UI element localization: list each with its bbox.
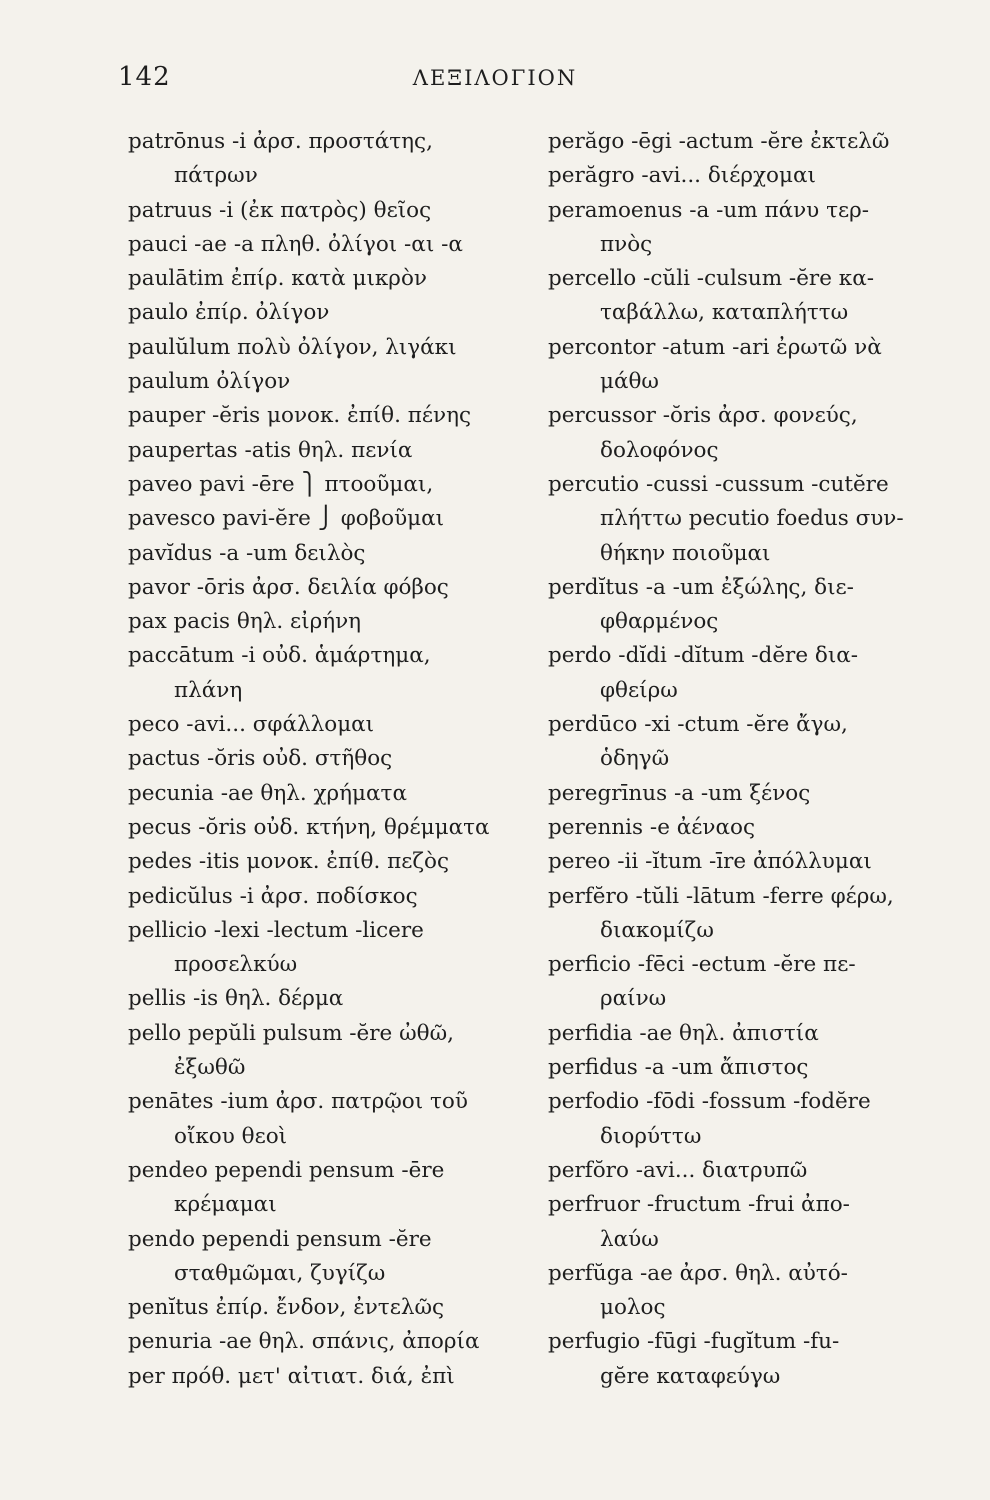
dictionary-entry: pellicio -lexi -lectum -licere	[128, 917, 424, 943]
dictionary-entry: perfŭga -ae ἀρσ. θηλ. αὐτό-	[548, 1260, 848, 1286]
dictionary-entry: percello -cŭli -culsum -ĕre κα-	[548, 266, 874, 292]
entry-continuation: προσελκύω	[174, 952, 298, 978]
entry-continuation: ἐξωθῶ	[174, 1055, 246, 1081]
dictionary-entry: patrōnus -i ἀρσ. προστάτης,	[128, 129, 433, 154]
entry-continuation: πνὸς	[600, 231, 653, 257]
dictionary-entry: pereo -ii -ĭtum -īre ἀπόλλυμαι	[548, 849, 872, 875]
dictionary-entry: pax pacis θηλ. εἰρήνη	[128, 609, 362, 635]
dictionary-entry: paupertas -atis θηλ. πενία	[128, 437, 413, 463]
dictionary-entry: perfruor -fructum -frui ἀπο-	[548, 1192, 850, 1218]
dictionary-entry: pactus -ŏris οὐδ. στῆθος	[128, 746, 393, 772]
dictionary-entry: per πρόθ. μετ' αἰτιατ. διά, ἐπὶ	[128, 1363, 455, 1389]
page-number: 142	[118, 62, 171, 92]
running-head: ΛΕΞΙΛΟΓΙΟΝ	[412, 66, 578, 90]
entry-continuation: ὁδηγῶ	[600, 746, 670, 772]
dictionary-entry: peco -avi... σφάλλομαι	[128, 712, 375, 738]
entry-continuation: διορύττω	[600, 1123, 702, 1149]
entry-continuation: πάτρων	[174, 163, 258, 189]
dictionary-entry: pauci -ae -a πληθ. ὀλίγοι -αι -α	[128, 231, 463, 257]
right-column	[548, 125, 960, 1394]
entry-continuation: μολος	[600, 1295, 666, 1321]
dictionary-entry: pendeo pependi pensum -ēre	[128, 1157, 445, 1183]
dictionary-entry: perăgo -ēgi -actum -ĕre ἐκτελῶ	[548, 129, 890, 154]
dictionary-entry: percontor -atum -ari ἐρωτῶ νὰ	[548, 334, 882, 360]
dictionary-entry: perfodio -fōdi -fossum -fodĕre	[548, 1089, 871, 1115]
dictionary-entry: peregrīnus -a -um ξένος	[548, 780, 811, 806]
dictionary-entry: perfidia -ae θηλ. ἀπιστία	[548, 1020, 819, 1046]
entry-continuation: λαύω	[600, 1226, 659, 1252]
entry-continuation: πλήττω pecutio foedus συν-	[600, 506, 904, 532]
entry-continuation: οἴκου θεοὶ	[174, 1123, 288, 1149]
dictionary-entry: perfŏro -avi... διατρυπῶ	[548, 1157, 808, 1183]
dictionary-entry: pecunia -ae θηλ. χρήματα	[128, 780, 407, 806]
dictionary-entry: paulātim ἐπίρ. κατὰ μικρὸν	[128, 266, 427, 292]
dictionary-entry: pavesco pavi-ĕre ⎭ φοβοῦμαι	[128, 506, 445, 532]
dictionary-entry: penĭtus ἐπίρ. ἔνδον, ἐντελῶς	[128, 1295, 445, 1321]
entry-continuation: μάθω	[600, 369, 659, 395]
dictionary-entry: pello pepŭli pulsum -ĕre ὠθῶ,	[128, 1020, 454, 1046]
dictionary-entry: pendo pependi pensum -ĕre	[128, 1226, 432, 1252]
dictionary-entry: paulo ἐπίρ. ὀλίγον	[128, 300, 330, 326]
dictionary-entry: pauper -ĕris μονοκ. ἐπίθ. πένης	[128, 403, 472, 429]
dictionary-entry: perficio -fēci -ectum -ĕre πε-	[548, 952, 856, 978]
dictionary-entry: penuria -ae θηλ. σπάνις, ἀπορία	[128, 1329, 480, 1355]
dictionary-entry: percussor -ŏris ἀρσ. φονεύς,	[548, 403, 858, 429]
entry-continuation: φθείρω	[600, 677, 678, 703]
dictionary-entry: percutio -cussi -cussum -cutĕre	[548, 471, 889, 497]
dictionary-entry: perdūco -xi -ctum -ĕre ἄγω,	[548, 712, 848, 738]
dictionary-entry: perfugio -fūgi -fugĭtum -fu-	[548, 1329, 840, 1355]
dictionary-entry: paulum ὀλίγον	[128, 369, 291, 395]
left-column	[128, 125, 538, 1394]
entry-continuation: διακομίζω	[600, 917, 714, 943]
dictionary-entry: perfidus -a -um ἄπιστος	[548, 1055, 809, 1081]
dictionary-entry: perennis -e ἀέναος	[548, 814, 755, 840]
entry-continuation: θήκην ποιοῦμαι	[600, 540, 771, 566]
entry-continuation: κρέμαμαι	[174, 1192, 277, 1218]
entry-continuation: φθαρμένος	[600, 609, 719, 635]
dictionary-entry: patruus -i (ἐκ πατρὸς) θεῖος	[128, 197, 432, 223]
dictionary-entry: penātes -ium ἀρσ. πατρῷοι τοῦ	[128, 1089, 468, 1115]
dictionary-entry: pedes -itis μονοκ. ἐπίθ. πεζὸς	[128, 849, 450, 875]
entry-continuation: gĕre καταφεύγω	[600, 1363, 781, 1389]
dictionary-entry: paulŭlum πολὺ ὀλίγον, λιγάκι	[128, 334, 457, 360]
dictionary-entry: paccātum -i οὐδ. ἁμάρτημα,	[128, 643, 431, 669]
dictionary-entry: perăgro -avi... διέρχομαι	[548, 163, 816, 189]
dictionary-entry: pedicŭlus -i ἀρσ. ποδίσκος	[128, 883, 418, 909]
dictionary-entry: pavor -ōris ἀρσ. δειλία φόβος	[128, 574, 449, 600]
entry-continuation: ραίνω	[600, 986, 667, 1012]
dictionary-entry: paveo pavi -ēre ⎫ πτοοῦμαι,	[128, 471, 434, 497]
dictionary-entry: perdĭtus -a -um ἐξώλης, διε-	[548, 574, 854, 600]
dictionary-entry: perdo -dĭdi -dĭtum -dĕre δια-	[548, 643, 859, 669]
entry-continuation: πλάνη	[174, 677, 243, 703]
entry-continuation: δολοφόνος	[600, 437, 719, 463]
entry-continuation: σταθμῶμαι, ζυγίζω	[174, 1260, 386, 1286]
dictionary-entry: pavĭdus -a -um δειλὸς	[128, 540, 366, 566]
dictionary-entry: peramoenus -a -um πάνυ τερ-	[548, 197, 870, 223]
dictionary-entry: pellis -is θηλ. δέρμα	[128, 986, 344, 1012]
dictionary-entry: pecus -ŏris οὐδ. κτήνη, θρέμματα	[128, 814, 490, 840]
dictionary-entry: perfĕro -tŭli -lātum -ferre φέρω,	[548, 883, 894, 909]
entry-continuation: ταβάλλω, καταπλήττω	[600, 300, 849, 326]
